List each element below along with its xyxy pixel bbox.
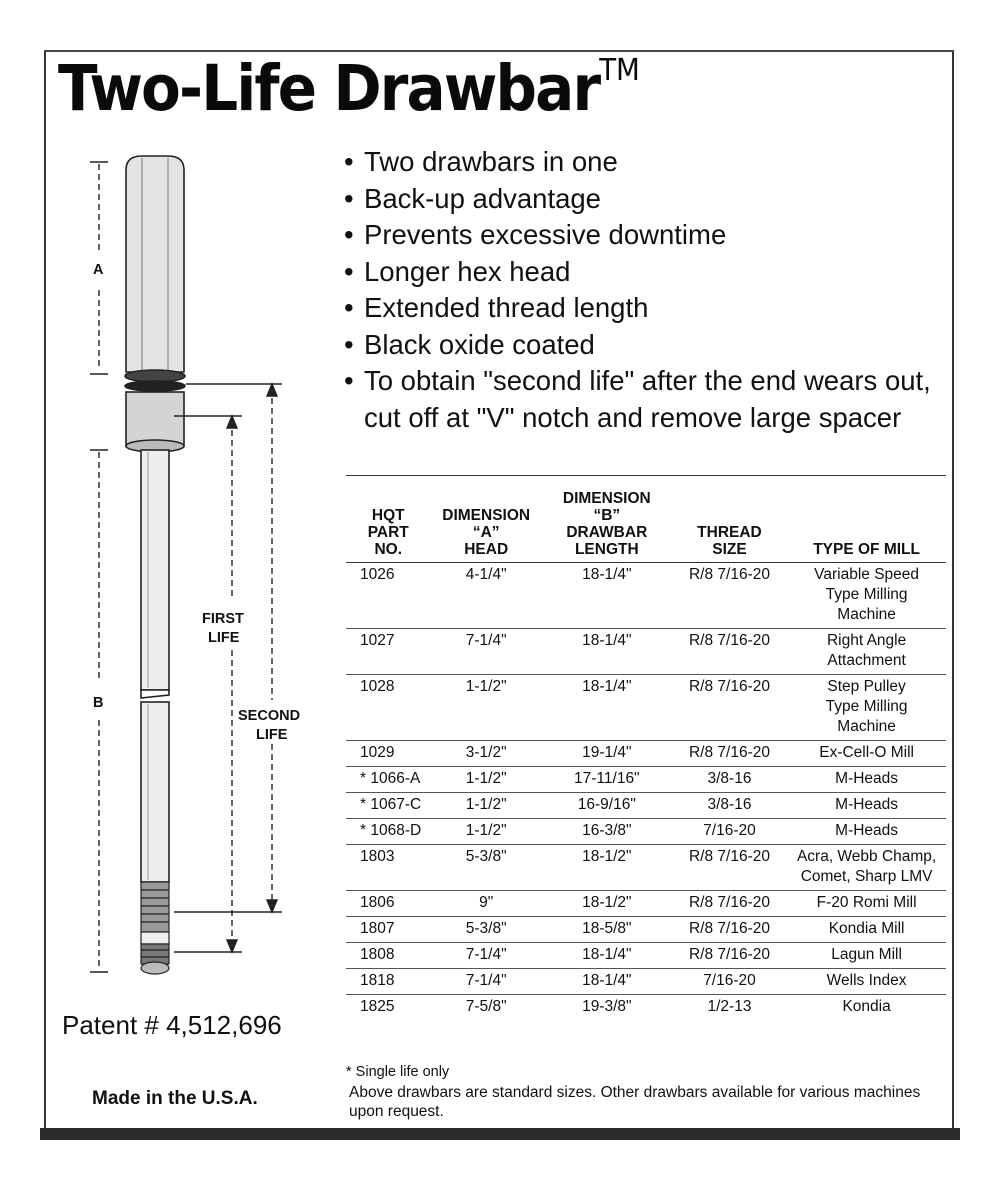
cell-length: 16-9/16": [542, 793, 672, 819]
cell-thread: R/8 7/16-20: [672, 675, 787, 741]
cell-length: 18-1/2": [542, 891, 672, 917]
cell-length: 16-3/8": [542, 819, 672, 845]
second-life-label-1: SECOND: [238, 708, 301, 724]
second-life-label-2: LIFE: [256, 727, 288, 743]
single-life-footnote: * Single life only: [346, 1064, 450, 1080]
cell-head: 7-1/4": [431, 943, 542, 969]
cell-part: 1825: [360, 998, 395, 1015]
page-title: Two-Life Drawbar™: [58, 52, 640, 125]
cell-head: 9": [431, 891, 542, 917]
header-type-of-mill: TYPE OF MILL: [787, 490, 946, 563]
availability-note: Above drawbars are standard sizes. Other drawbars available for various machines upon request.: [349, 1084, 921, 1120]
cell-part: 1807: [346, 917, 431, 943]
cell-length: 19-1/4": [542, 741, 672, 767]
cell-head: 1-1/2": [431, 793, 542, 819]
feature-item: • Black oxide coated: [342, 327, 942, 364]
table-row: [346, 995, 946, 1021]
cell-thread: R/8 7/16-20: [672, 917, 787, 943]
cell-length: 18-1/2": [542, 845, 672, 891]
second-life-arrow: [174, 384, 282, 912]
cell-thread: R/8 7/16-20: [672, 891, 787, 917]
cell-part: 1028: [346, 675, 431, 741]
table-row: [346, 629, 946, 675]
cell-mill: Right Angle Attachment: [787, 629, 946, 675]
cell-head: 4-1/4": [431, 563, 542, 629]
bottom-rule: [40, 1128, 960, 1140]
table-row: [346, 891, 946, 917]
cell-mill: Ex-Cell-O Mill: [787, 741, 946, 767]
cell-length: 18-1/4": [542, 675, 672, 741]
header-dimension-b: DIMENSION “B” DRAWBAR LENGTH: [542, 490, 672, 563]
header-thread-size: THREAD SIZE: [672, 490, 787, 563]
cell-head: 1-1/2": [431, 819, 542, 845]
cell-head: 5-3/8": [431, 917, 542, 943]
cell-part: 1029: [346, 741, 431, 767]
table-row: [346, 845, 946, 891]
cell-thread: 7/16-20: [672, 969, 787, 995]
cell-part: 1808: [346, 943, 431, 969]
hex-head: [125, 156, 185, 391]
cell-head: 1-1/2": [431, 675, 542, 741]
cell-thread: R/8 7/16-20: [672, 845, 787, 891]
table-row: [346, 767, 946, 793]
cell-thread: R/8 7/16-20: [672, 629, 787, 675]
cell-length: 18-1/4": [542, 563, 672, 629]
cell-mill: Lagun Mill: [787, 943, 946, 969]
feature-item: • Prevents excessive downtime: [342, 217, 942, 254]
cell-mill: Kondia Mill: [787, 917, 946, 943]
dimension-b-line: [90, 450, 108, 972]
label-b: B: [93, 695, 104, 711]
cell-length: 17-11/16": [542, 767, 672, 793]
cell-mill: Acra, Webb Champ, Comet, Sharp LMV: [787, 845, 946, 891]
table-row: [346, 563, 946, 629]
large-spacer: [126, 392, 184, 452]
made-in-usa: Made in the U.S.A.: [92, 1088, 258, 1109]
feature-item: • Two drawbars in one: [342, 144, 942, 181]
cell-part: * 1067-C: [346, 793, 431, 819]
feature-item: • Longer hex head: [342, 254, 942, 291]
first-life-label-2: LIFE: [208, 630, 240, 646]
cell-thread: 3/8-16: [672, 793, 787, 819]
cell-head: 1-1/2": [431, 767, 542, 793]
patent-number: Patent # 4,512,696: [62, 1010, 282, 1040]
drawbar-shaft: [141, 450, 169, 882]
header-part-no: HQT PART NO.: [346, 490, 431, 563]
cell-head: 7-1/4": [431, 969, 542, 995]
cell-head: 3-1/2": [431, 741, 542, 767]
cell-part: * 1066-A: [346, 767, 431, 793]
cell-mill: Kondia: [842, 998, 891, 1015]
first-life-label-1: FIRST: [202, 611, 244, 627]
feature-item: • Extended thread length: [342, 290, 942, 327]
cell-mill: Step Pulley Type Milling Machine: [787, 675, 946, 741]
header-dimension-a: DIMENSION “A” HEAD: [431, 490, 542, 563]
cell-thread: R/8 7/16-20: [672, 943, 787, 969]
table-row: [346, 943, 946, 969]
cell-mill: M-Heads: [787, 793, 946, 819]
cell-part: 1803: [346, 845, 431, 891]
table-row: [346, 917, 946, 943]
cell-length: 18-1/4": [542, 969, 672, 995]
cell-thread: 3/8-16: [672, 767, 787, 793]
table-row: [346, 969, 946, 995]
feature-item: • Back-up advantage: [342, 181, 942, 218]
table-row: [346, 741, 946, 767]
table-row: [346, 819, 946, 845]
cell-mill: M-Heads: [787, 767, 946, 793]
cell-mill: F-20 Romi Mill: [787, 891, 946, 917]
cell-part: 1026: [346, 563, 431, 629]
table-row: [346, 675, 946, 741]
cell-part: * 1068-D: [346, 819, 431, 845]
cell-head: 7-5/8": [465, 998, 507, 1015]
cell-length: 18-5/8": [542, 917, 672, 943]
trademark-mark: TM: [599, 53, 640, 88]
cell-thread: 1/2-13: [707, 998, 752, 1015]
drawbar-diagram: [60, 150, 330, 990]
section-divider: [346, 475, 946, 476]
table-header-row: [346, 490, 946, 563]
cell-part: 1818: [346, 969, 431, 995]
cell-mill: Variable Speed Type Milling Machine: [787, 563, 946, 629]
cell-thread: R/8 7/16-20: [672, 563, 787, 629]
cell-head: 7-1/4": [431, 629, 542, 675]
cell-thread: 7/16-20: [672, 819, 787, 845]
threaded-end: [141, 882, 169, 974]
cell-thread: R/8 7/16-20: [672, 741, 787, 767]
drawbar-table: [346, 490, 946, 1020]
cell-mill: Wells Index: [787, 969, 946, 995]
cell-length: 19-3/8": [582, 998, 632, 1015]
cell-length: 18-1/4": [542, 629, 672, 675]
label-a: A: [93, 262, 104, 278]
cell-part: 1806: [346, 891, 431, 917]
cell-length: 18-1/4": [542, 943, 672, 969]
cell-head: 5-3/8": [431, 845, 542, 891]
table-row: [346, 793, 946, 819]
cell-part: 1027: [346, 629, 431, 675]
first-life-arrow: [174, 416, 242, 952]
feature-list: [342, 144, 942, 436]
cell-mill: M-Heads: [787, 819, 946, 845]
feature-item: • To obtain "second life" after the end wears out, cut off at "V" notch and remove large spacer: [342, 363, 942, 436]
